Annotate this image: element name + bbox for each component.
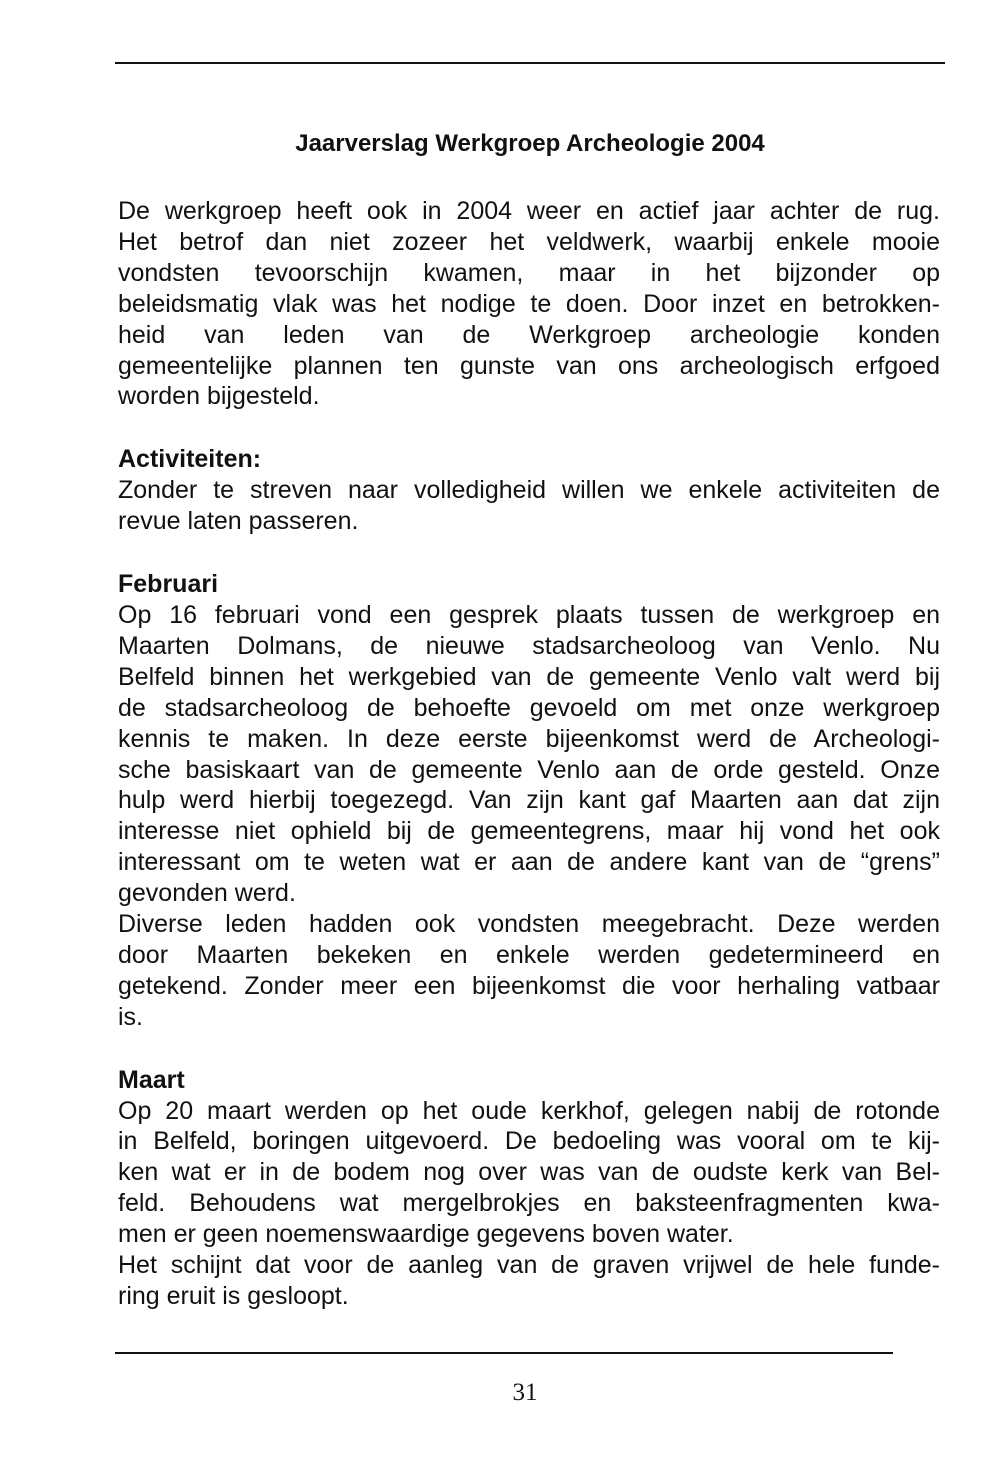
page-number: 31 <box>512 1379 538 1406</box>
text-line: kennis te maken. In deze eerste bijeenkomst werd de Archeologi- <box>118 724 940 753</box>
text-line: Belfeld binnen het werkgebied van de gemeente Venlo valt werd bij <box>118 662 940 691</box>
text-line: sche basiskaart van de gemeente Venlo aan de orde gesteld. Onze <box>118 755 940 784</box>
text-line: gevonden werd. <box>118 879 296 908</box>
text-line: ring eruit is gesloopt. <box>118 1282 349 1310</box>
text-line: hulp werd hierbij toegezegd. Van zijn kant gaf Maarten aan dat zijn <box>118 786 940 815</box>
text-line: Het schijnt dat voor de aanleg van de graven vrijwel de hele funde- <box>118 1251 940 1280</box>
text-line: de stadsarcheoloog de behoefte gevoeld om met onze werkgroep <box>118 693 940 722</box>
section-gap <box>118 1033 940 1065</box>
section-heading: Maart <box>118 1065 185 1094</box>
text-line: interessant om te weten wat er aan de andere kant van de “grens” <box>118 848 940 877</box>
text-line: feld. Behoudens wat mergelbrokjes en baksteenfragmenten kwa- <box>118 1189 940 1218</box>
text-line: worden bijgesteld. <box>118 382 320 411</box>
section-gap <box>118 537 940 569</box>
text-line: interesse niet ophield bij de gemeentegrens, maar hij vond het ook <box>118 817 940 846</box>
section-heading: Activiteiten: <box>118 445 262 474</box>
februari-section <box>118 569 940 1033</box>
text-line: getekend. Zonder meer een bijeenkomst die voor herhaling vatbaar <box>118 971 940 1000</box>
text-line: Diverse leden hadden ook vondsten meegebracht. Deze werden <box>118 910 940 939</box>
text-line: gemeentelijke plannen ten gunste van ons archeologisch erfgoed <box>118 351 940 380</box>
text-line: men er geen noemenswaardige gegevens boven water. <box>118 1220 734 1249</box>
section-heading: Februari <box>118 570 219 599</box>
text-line: is. <box>118 1002 143 1031</box>
text-line: Maarten Dolmans, de nieuwe stadsarcheoloog van Venlo. Nu <box>118 631 940 660</box>
activiteiten-section <box>118 444 940 537</box>
section-gap <box>118 412 940 444</box>
text-line: revue laten passeren. <box>118 507 359 536</box>
maart-section <box>118 1065 940 1312</box>
text-line: Op 16 februari vond een gesprek plaats tussen de werkgroep en <box>118 600 940 629</box>
document-body <box>118 196 940 1312</box>
document-title: Jaarverslag Werkgroep Archeologie 2004 <box>295 130 765 157</box>
text-line: in Belfeld, boringen uitgevoerd. De bedoeling was vooral om te kij- <box>118 1127 940 1156</box>
text-line: beleidsmatig vlak was het nodige te doen. Door inzet en betrokken- <box>118 289 940 318</box>
text-line: vondsten tevoorschijn kwamen, maar in het bijzonder op <box>118 258 940 287</box>
text-line: heid van leden van de Werkgroep archeologie konden <box>118 320 940 349</box>
text-line: Op 20 maart werden op het oude kerkhof, gelegen nabij de rotonde <box>118 1096 940 1125</box>
text-line: De werkgroep heeft ook in 2004 weer en actief jaar achter de rug. <box>118 197 940 225</box>
text-line: Zonder te streven naar volledigheid willen we enkele activiteiten de <box>118 476 940 505</box>
text-line: Het betrof dan niet zozeer het veldwerk, waarbij enkele mooie <box>118 227 940 256</box>
text-line: ken wat er in de bodem nog over was van de oudste kerk van Bel- <box>118 1158 940 1187</box>
bottom-rule <box>115 1352 893 1354</box>
top-rule <box>115 62 945 64</box>
intro-paragraph <box>118 196 940 412</box>
text-line: door Maarten bekeken en enkele werden gedetermineerd en <box>118 940 940 969</box>
